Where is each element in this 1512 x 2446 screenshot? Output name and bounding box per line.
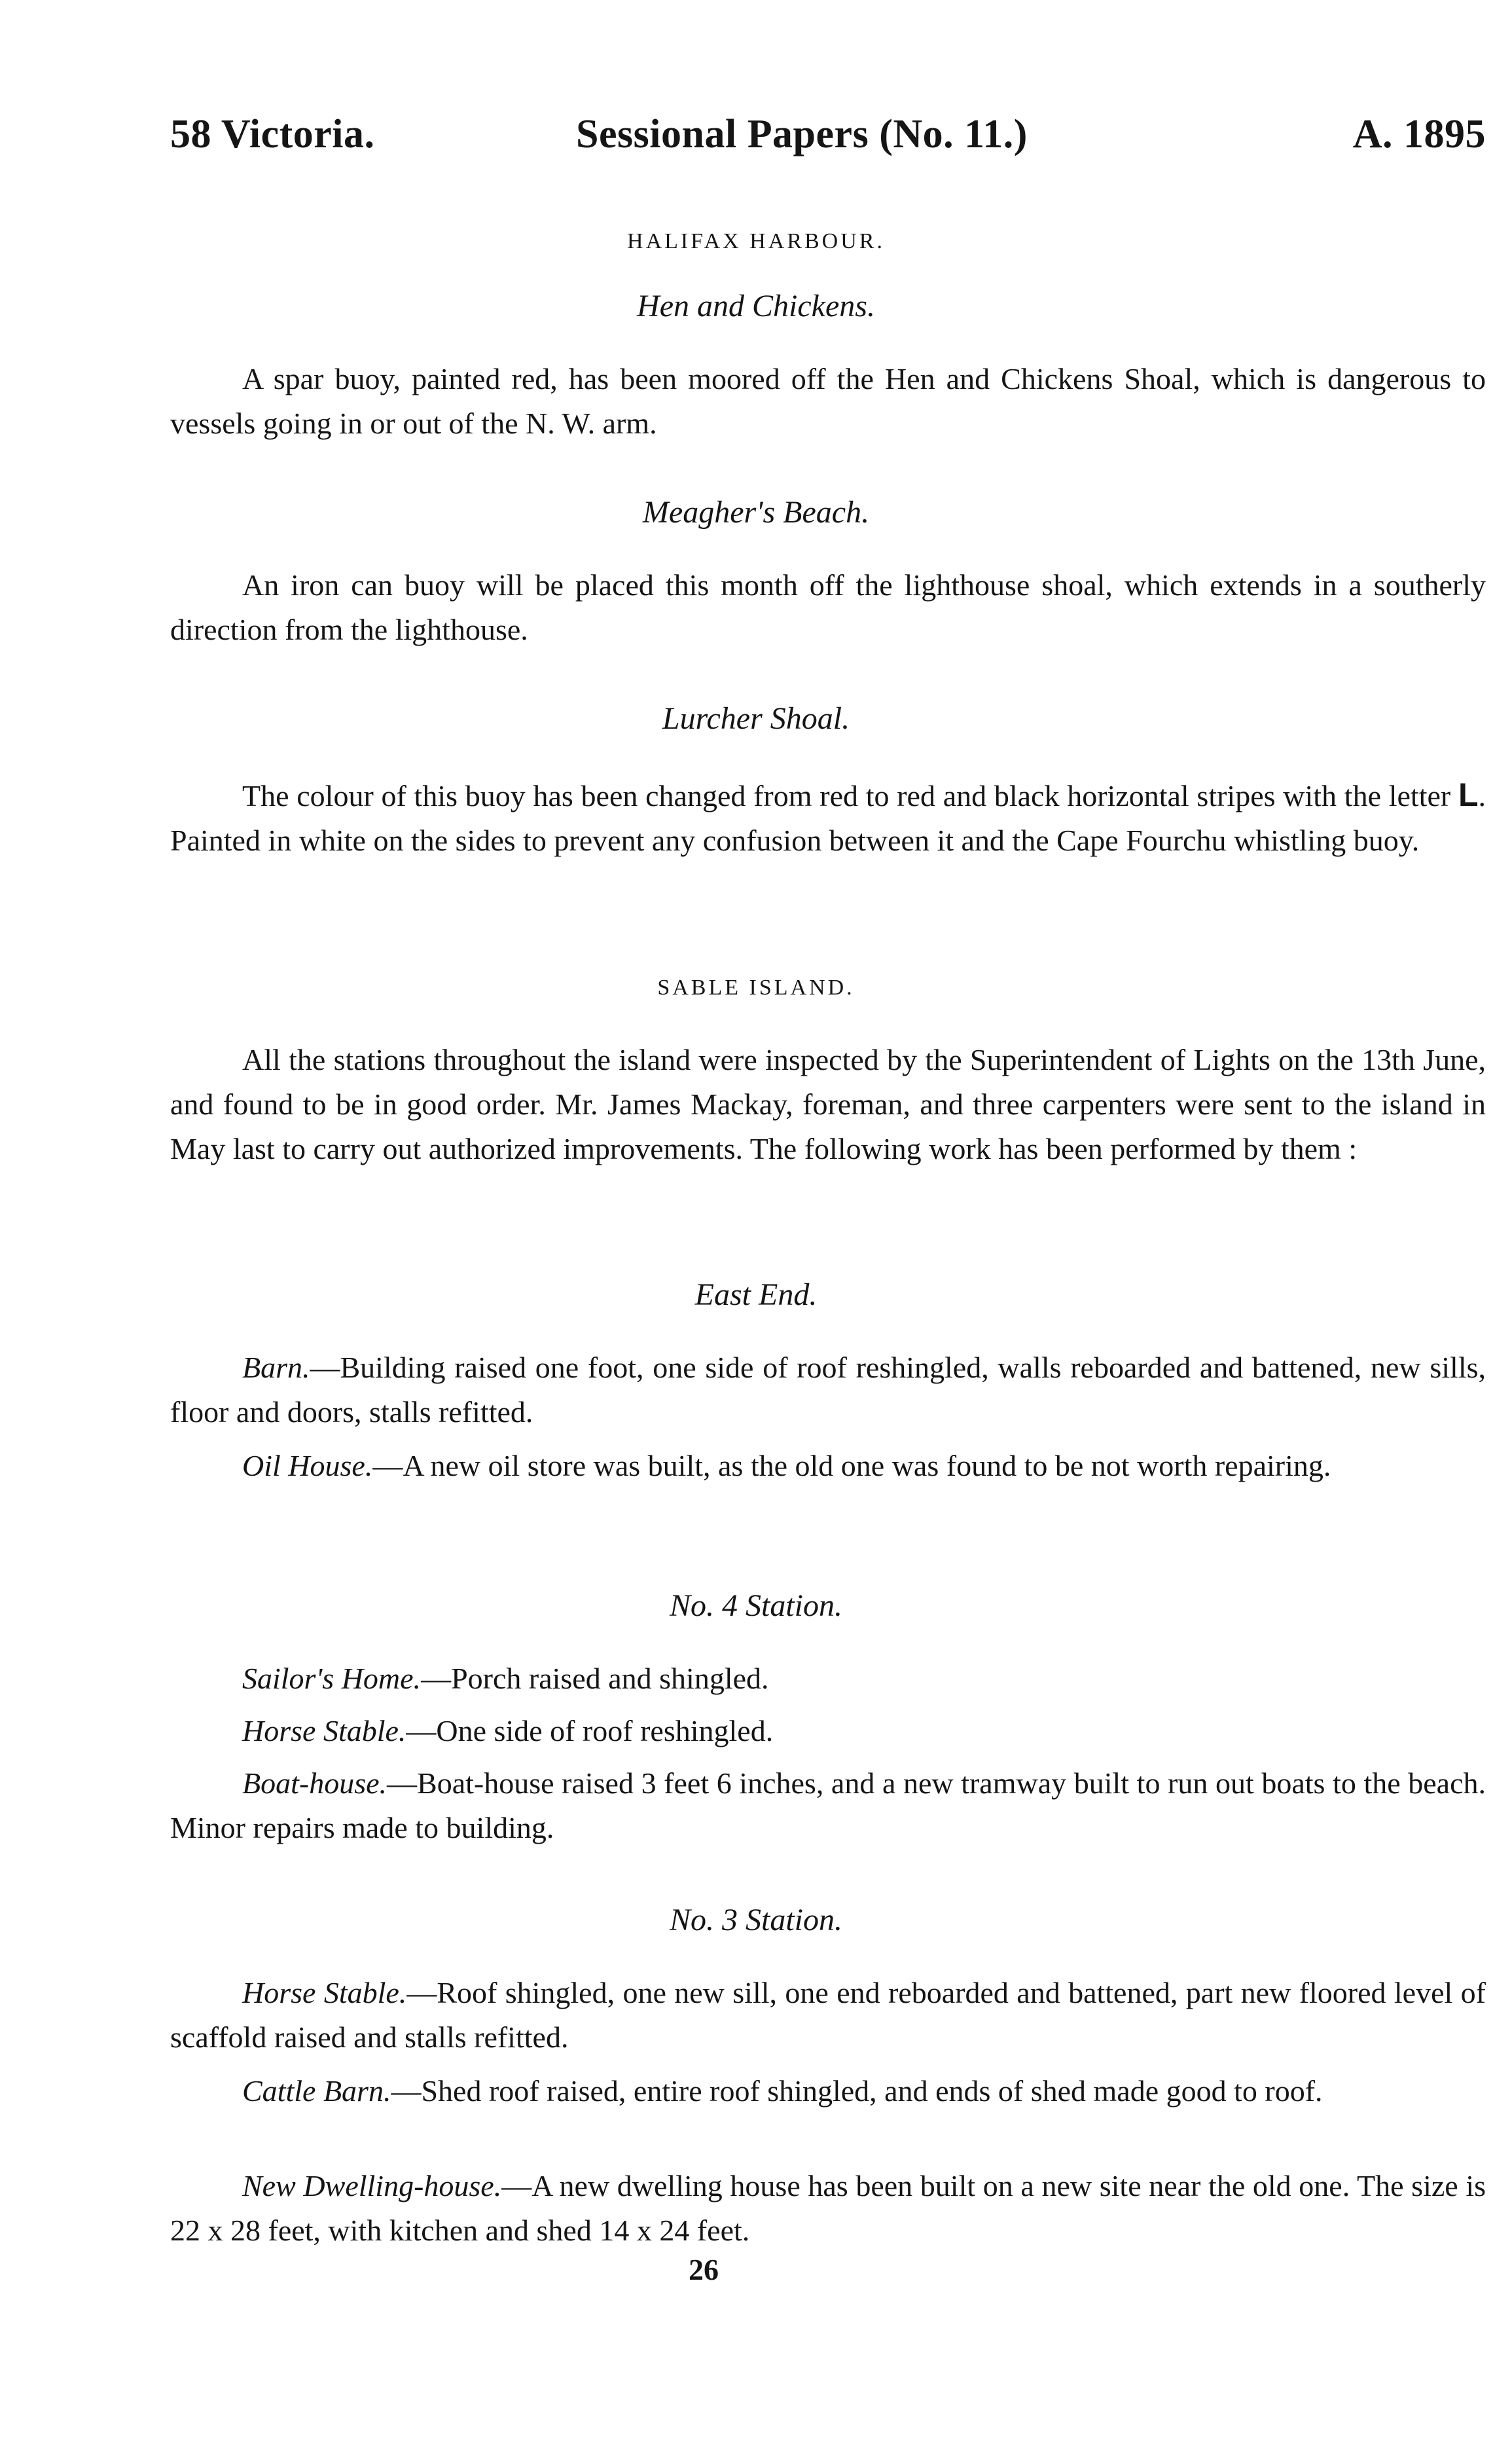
item-label-oil-house: Oil House.	[242, 1449, 373, 1482]
item-text-horse-stable-no4: —One side of roof reshingled.	[406, 1714, 774, 1747]
page-header	[170, 111, 1486, 170]
item-label-horse-stable-no4: Horse Stable.	[242, 1714, 406, 1747]
lurcher-text-after: . Painted in white on the sides to prevent any confusion between it and the Cape Fourchu whistling buoy.	[170, 779, 1486, 857]
item-cattle-barn	[170, 2069, 1486, 2113]
item-new-dwelling-house	[170, 2164, 1486, 2253]
section-title-sable-island: SABLE ISLAND.	[657, 976, 855, 1000]
header-year: A. 1895	[1352, 112, 1486, 156]
subheading-hen-and-chickens: Hen and Chickens.	[637, 289, 875, 323]
subheading-east-end: East End.	[694, 1277, 818, 1312]
paragraph-hen-and-chickens: A spar buoy, painted red, has been moored off the Hen and Chickens Shoal, which is dangerous to vessels going in or out of the N. W. arm.	[170, 362, 1486, 440]
header-title: Sessional Papers (No. 11.)	[576, 112, 1028, 156]
item-text-sailors-home: —Porch raised and shingled.	[421, 1662, 769, 1695]
section-title-halifax: HALIFAX HARBOUR.	[627, 229, 885, 253]
item-text-oil-house: —A new oil store was built, as the old one was found to be not worth repairing.	[372, 1449, 1331, 1482]
item-text-boat-house: —Boat-house raised 3 feet 6 inches, and a new tramway built to run out boats to the beach. Minor repairs made to building.	[170, 1766, 1486, 1844]
item-label-horse-stable-no3: Horse Stable.	[242, 1976, 407, 2009]
subheading-no-3-station: No. 3 Station.	[669, 1903, 843, 1937]
paragraph-lurcher-shoal	[170, 773, 1486, 863]
item-sailors-home	[170, 1656, 1486, 1701]
header-session: 58 Victoria.	[170, 112, 375, 156]
item-horse-stable-no4	[170, 1709, 1486, 1753]
page-number: 26	[689, 2253, 719, 2286]
subheading-lurcher-shoal: Lurcher Shoal.	[662, 701, 850, 736]
item-barn	[170, 1345, 1486, 1434]
lurcher-text-before: The colour of this buoy has been changed from red to red and black horizontal stripes with the letter	[242, 779, 1451, 812]
paragraph-meaghers-beach: An iron can buoy will be placed this month off the lighthouse shoal, which extends in a southerly direction from the lighthouse.	[170, 568, 1486, 646]
buoy-letter: L	[1458, 776, 1479, 813]
item-boat-house	[170, 1761, 1486, 1850]
subheading-meaghers-beach: Meagher's Beach.	[642, 495, 870, 530]
item-label-cattle-barn: Cattle Barn.	[242, 2074, 391, 2108]
item-label-barn: Barn.	[242, 1351, 310, 1384]
item-text-cattle-barn: —Shed roof raised, entire roof shingled, and ends of shed made good to roof.	[391, 2074, 1323, 2108]
paragraph-sable-intro: All the stations throughout the island were inspected by the Superintendent of Lights on the 13th June, and found to be in good order. Mr. James Mackay, foreman, and three carpenters were sent to the island in May last to carry out authorized improvements. The following work has been performed by them :	[170, 1043, 1486, 1165]
item-label-sailors-home: Sailor's Home.	[242, 1662, 422, 1695]
item-text-barn: —Building raised one foot, one side of roof reshingled, walls reboarded and battened, new sills, floor and doors, stalls refitted.	[170, 1351, 1486, 1429]
item-text-horse-stable-no3: —Roof shingled, one new sill, one end reboarded and battened, part new floored level of scaffold raised and stalls refitted.	[170, 1976, 1486, 2054]
item-label-new-dwelling-house: New Dwelling-house.	[242, 2169, 502, 2202]
item-oil-house	[170, 1444, 1486, 1488]
subheading-no-4-station: No. 4 Station.	[669, 1588, 843, 1623]
item-label-boat-house: Boat-house.	[242, 1766, 387, 1800]
item-horse-stable-no3	[170, 1971, 1486, 2060]
item-text-new-dwelling-house: —A new dwelling house has been built on a new site near the old one. The size is 22 x 28 feet, with kitchen and shed 14 x 24 feet.	[170, 2169, 1486, 2247]
